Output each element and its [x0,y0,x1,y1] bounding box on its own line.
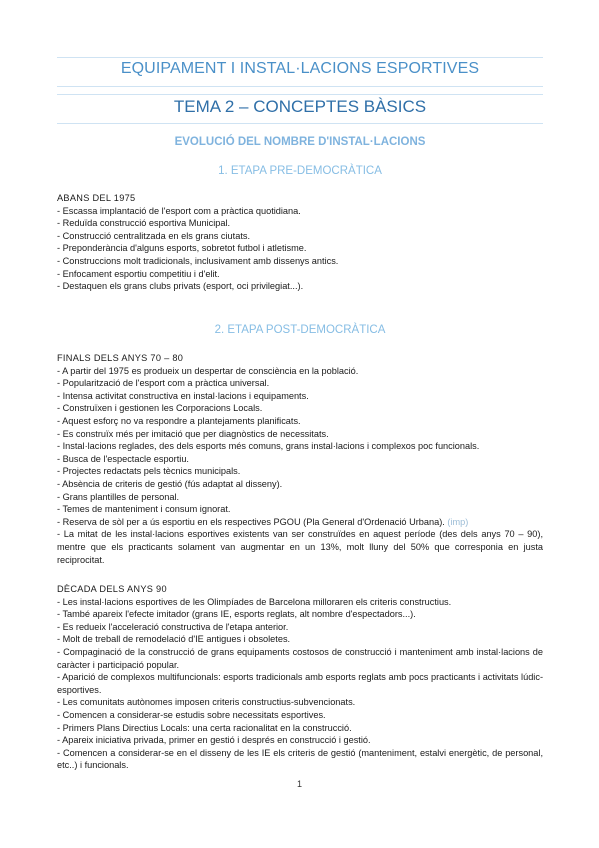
list-item: - Instal·lacions reglades, des dels esports més comuns, grans instal·lacions i complexos poc funcionals. [57,441,480,452]
list-item: - Primers Plans Directius Locals: una certa racionalitat en la construcció. [57,722,352,733]
list-item: - Les instal·lacions esportives de les Olimpíades de Barcelona milloraren els criteris constructius. [57,596,452,607]
section-heading-pre: 1. ETAPA PRE-DEMOCRÀTICA [218,165,382,177]
list-item: - Temes de manteniment i consum ignorat. [57,504,231,515]
list-item: - Les comunitats autònomes imposen criteris constructius-subvencionats. [57,697,356,708]
list-item: - Escassa implantació de l'esport com a pràctica quotidiana. [57,205,301,216]
importance-note: (imp) [447,516,469,527]
divider [57,86,543,87]
period-title: FINALS DELS ANYS 70 – 80 [57,353,184,363]
list-item: - Es redueix l'acceleració constructiva de l'etapa anterior. [57,621,289,632]
list-item: - Apareix iniciativa privada, primer en gestió i després en construcció i gestió. [57,735,371,746]
list-item: - Molt de treball de remodelació d'IE antigues i obsoletes. [57,634,291,645]
divider [57,123,543,124]
section-pre-democratic [57,192,543,293]
list-item: - Intensa activitat constructiva en instal·lacions i equipaments. [57,390,309,401]
paragraph: - Compaginació de la construcció de grans equipaments costosos de construcció i manteniment amb instal·lacions de caràcter i participació popular. [57,646,543,670]
list-item: - Es construïx més per imitació que per diagnòstics de necessitats. [57,428,329,439]
list-item [57,516,543,529]
list-item: - Comencen a considerar-se estudis sobre necessitats esportives. [57,709,326,720]
document-title: EQUIPAMENT I INSTAL·LACIONS ESPORTIVES [120,60,480,77]
list-item: - Absència de criteris de gestió (fús adaptat al disseny). [57,478,283,489]
list-item: - Construcció centralitzada en els grans ciutats. [57,230,251,241]
list-item: - També apareix l'efecte imitador (grans IE, esports reglats, alt nombre d'espectadors...). [57,609,416,620]
page-number: 1 [296,779,302,789]
section-nineties [57,583,543,772]
list-item: - A partir del 1975 es produeix un despertar de consciència en la població. [57,365,359,376]
period-title: DÈCADA DELS ANYS 90 [57,584,167,594]
list-item: - Popularització de l'esport com a pràctica universal. [57,378,270,389]
list-item: - Projectes redactats pels tècnics municipals. [57,466,241,477]
period-title: ABANS DEL 1975 [57,193,136,203]
list-item: - Destaquen els grans clubs privats (esport, oci privilegiat...). [57,281,304,292]
paragraph: - La mitat de les instal·lacions esportives existents van ser construïdes en aquest període (des dels anys 70 – 90), mentre que els practicants solament van augmentar en un 13%, molt lluny del 50% que corresponia en justa reciprocitat. [57,529,543,565]
list-item: - Preponderància d'alguns esports, sobretot futbol i atletisme. [57,243,307,254]
section-subtitle: EVOLUCIÓ DEL NOMBRE D'INSTAL·LACIONS [174,136,426,148]
list-item: - Construccions molt tradicionals, inclusivament amb dissenys antics. [57,255,339,266]
list-item: - Reduïda construcció esportiva Municipal. [57,218,231,229]
list-item: - Construïxen i gestionen les Corporacions Locals. [57,403,263,414]
list-item: - Aquest esforç no va respondre a plantejaments planificats. [57,415,301,426]
paragraph: - Comencen a considerar-se en el disseny de les IE els criteris de gestió (manteniment, estalvi energètic, de personal, etc..) i funcionals. [57,747,543,771]
section-post-democratic [57,352,543,566]
list-item: - Enfocament esportiu competitiu i d'elit. [57,268,220,279]
paragraph: - Aparició de complexos multifuncionals: esports tradicionals amb esports reglats amb pocs practicants i activitats lúdic-esportives. [57,672,543,695]
list-item-text: - Reserva de sòl per a ús esportiu en els respectives PGOU (Pla General d'Ordenació Urbana). [57,516,445,527]
divider [57,94,543,95]
tema-title: TEMA 2 – CONCEPTES BÀSICS [173,97,427,116]
list-item: - Grans plantilles de personal. [57,491,180,502]
section-heading-post: 2. ETAPA POST-DEMOCRÀTICA [214,324,386,336]
divider [57,57,543,58]
list-item: - Busca de l'espectacle esportiu. [57,453,189,464]
